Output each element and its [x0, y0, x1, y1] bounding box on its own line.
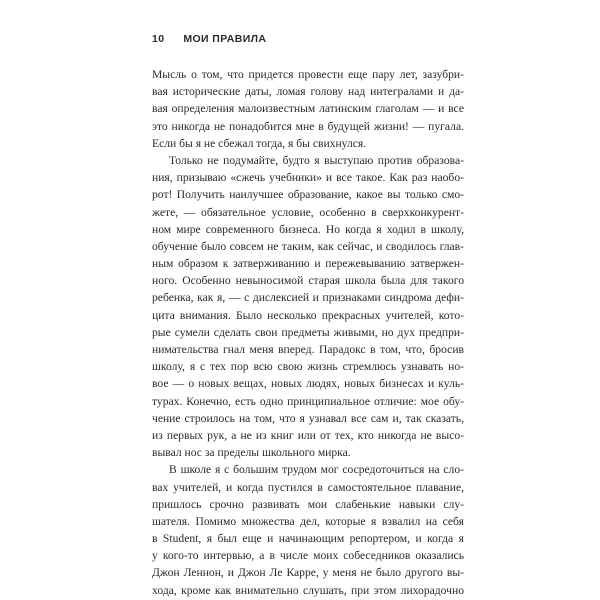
body-text: [152, 66, 464, 600]
text-line: жете, — обязательное условие, особенно в сверхконкурент-: [152, 205, 464, 219]
text-line: Мысль о том, что придется провести еще пару лет, зазубри-: [152, 68, 464, 81]
text-line: школу, я с тех пор всю свою жизнь стремлюсь узнавать но-: [152, 360, 464, 374]
running-head: [152, 33, 266, 47]
text-line: вое — о новых вещах, новых людях, новых бизнесах и куль-: [152, 377, 464, 391]
text-line: В школе я с большим трудом мог сосредоточиться на сло-: [169, 463, 464, 477]
text-line: Джон Леннон, и Джон Ле Карре, у меня не было другого вы-: [152, 566, 464, 580]
text-line: пришлось срочно развивать мои слабенькие навыки слу-: [152, 497, 464, 511]
text-line: Только не подумайте, будто я выступаю против образова-: [169, 153, 464, 167]
text-line: чение строилось на том, что я узнавал все сам и, так сказать,: [152, 411, 464, 425]
text-line: это никогда не понадобится мне в будущей жизни! — пугала.: [152, 119, 464, 133]
text-line: ного. Особенно невыносимой старая школа была для такого: [152, 274, 464, 288]
text-line: шателя. Помимо множества дел, которые я взвалил на себя: [152, 514, 464, 528]
text-line: ния, призываю «сжечь учебники» и все такое. Как раз наобо-: [152, 171, 464, 185]
text-line: цита внимания. Было несколько прекрасных учителей, кото-: [152, 308, 464, 322]
paragraph-2: [152, 152, 464, 461]
text-line: вах учителей, и когда пустился в самостоятельное плавание,: [152, 480, 464, 494]
text-line: рот! Получить наилучшее образование, какое вы только смо-: [152, 188, 464, 202]
text-line: вая определения малоизвестным латинским глаголам — и все: [152, 102, 464, 116]
paragraph-3: [152, 461, 464, 600]
text-line: хода, кроме как внимательно слушать, при этом лихорадочно: [152, 583, 464, 597]
running-title: МОИ ПРАВИЛА: [183, 33, 267, 45]
paragraph-1: [152, 66, 464, 152]
text-line: рые сумели сделать свои предметы живыми, но дух предпри-: [152, 325, 464, 339]
text-line: ребенка, как я, — с дислексией и признаками синдрома дефи-: [152, 291, 464, 305]
text-line: Если бы я не сбежал тогда, я бы свихнулся.: [152, 136, 367, 150]
text-line: из первых рук, а не из книг или от тех, кто никогда не высо-: [152, 428, 464, 442]
text-line: у кого-то интервью, а в числе моих собеседников оказались: [152, 549, 464, 563]
text-line: ным образом к затверживанию и пережевыванию затвержен-: [152, 257, 464, 271]
text-line: вая исторические даты, ломая голову над интегралами и да-: [152, 85, 464, 99]
text-line: турах. Конечно, есть одно принципиальное отличие: мое обу-: [152, 394, 464, 408]
text-line: вывал нос за пределы школьного мирка.: [152, 446, 351, 460]
page-number: 10: [152, 33, 165, 45]
text-line: в Student, я был еще и начинающим репортером, и когда я: [152, 532, 464, 546]
text-line: нимательства гнал меня вперед. Парадокс в том, что, бросив: [152, 343, 464, 356]
text-line: обучение было совсем не таким, как сейчас, и сводилось глав-: [152, 239, 464, 253]
text-line: ном мире современного бизнеса. Но когда я ходил в школу,: [152, 222, 464, 236]
